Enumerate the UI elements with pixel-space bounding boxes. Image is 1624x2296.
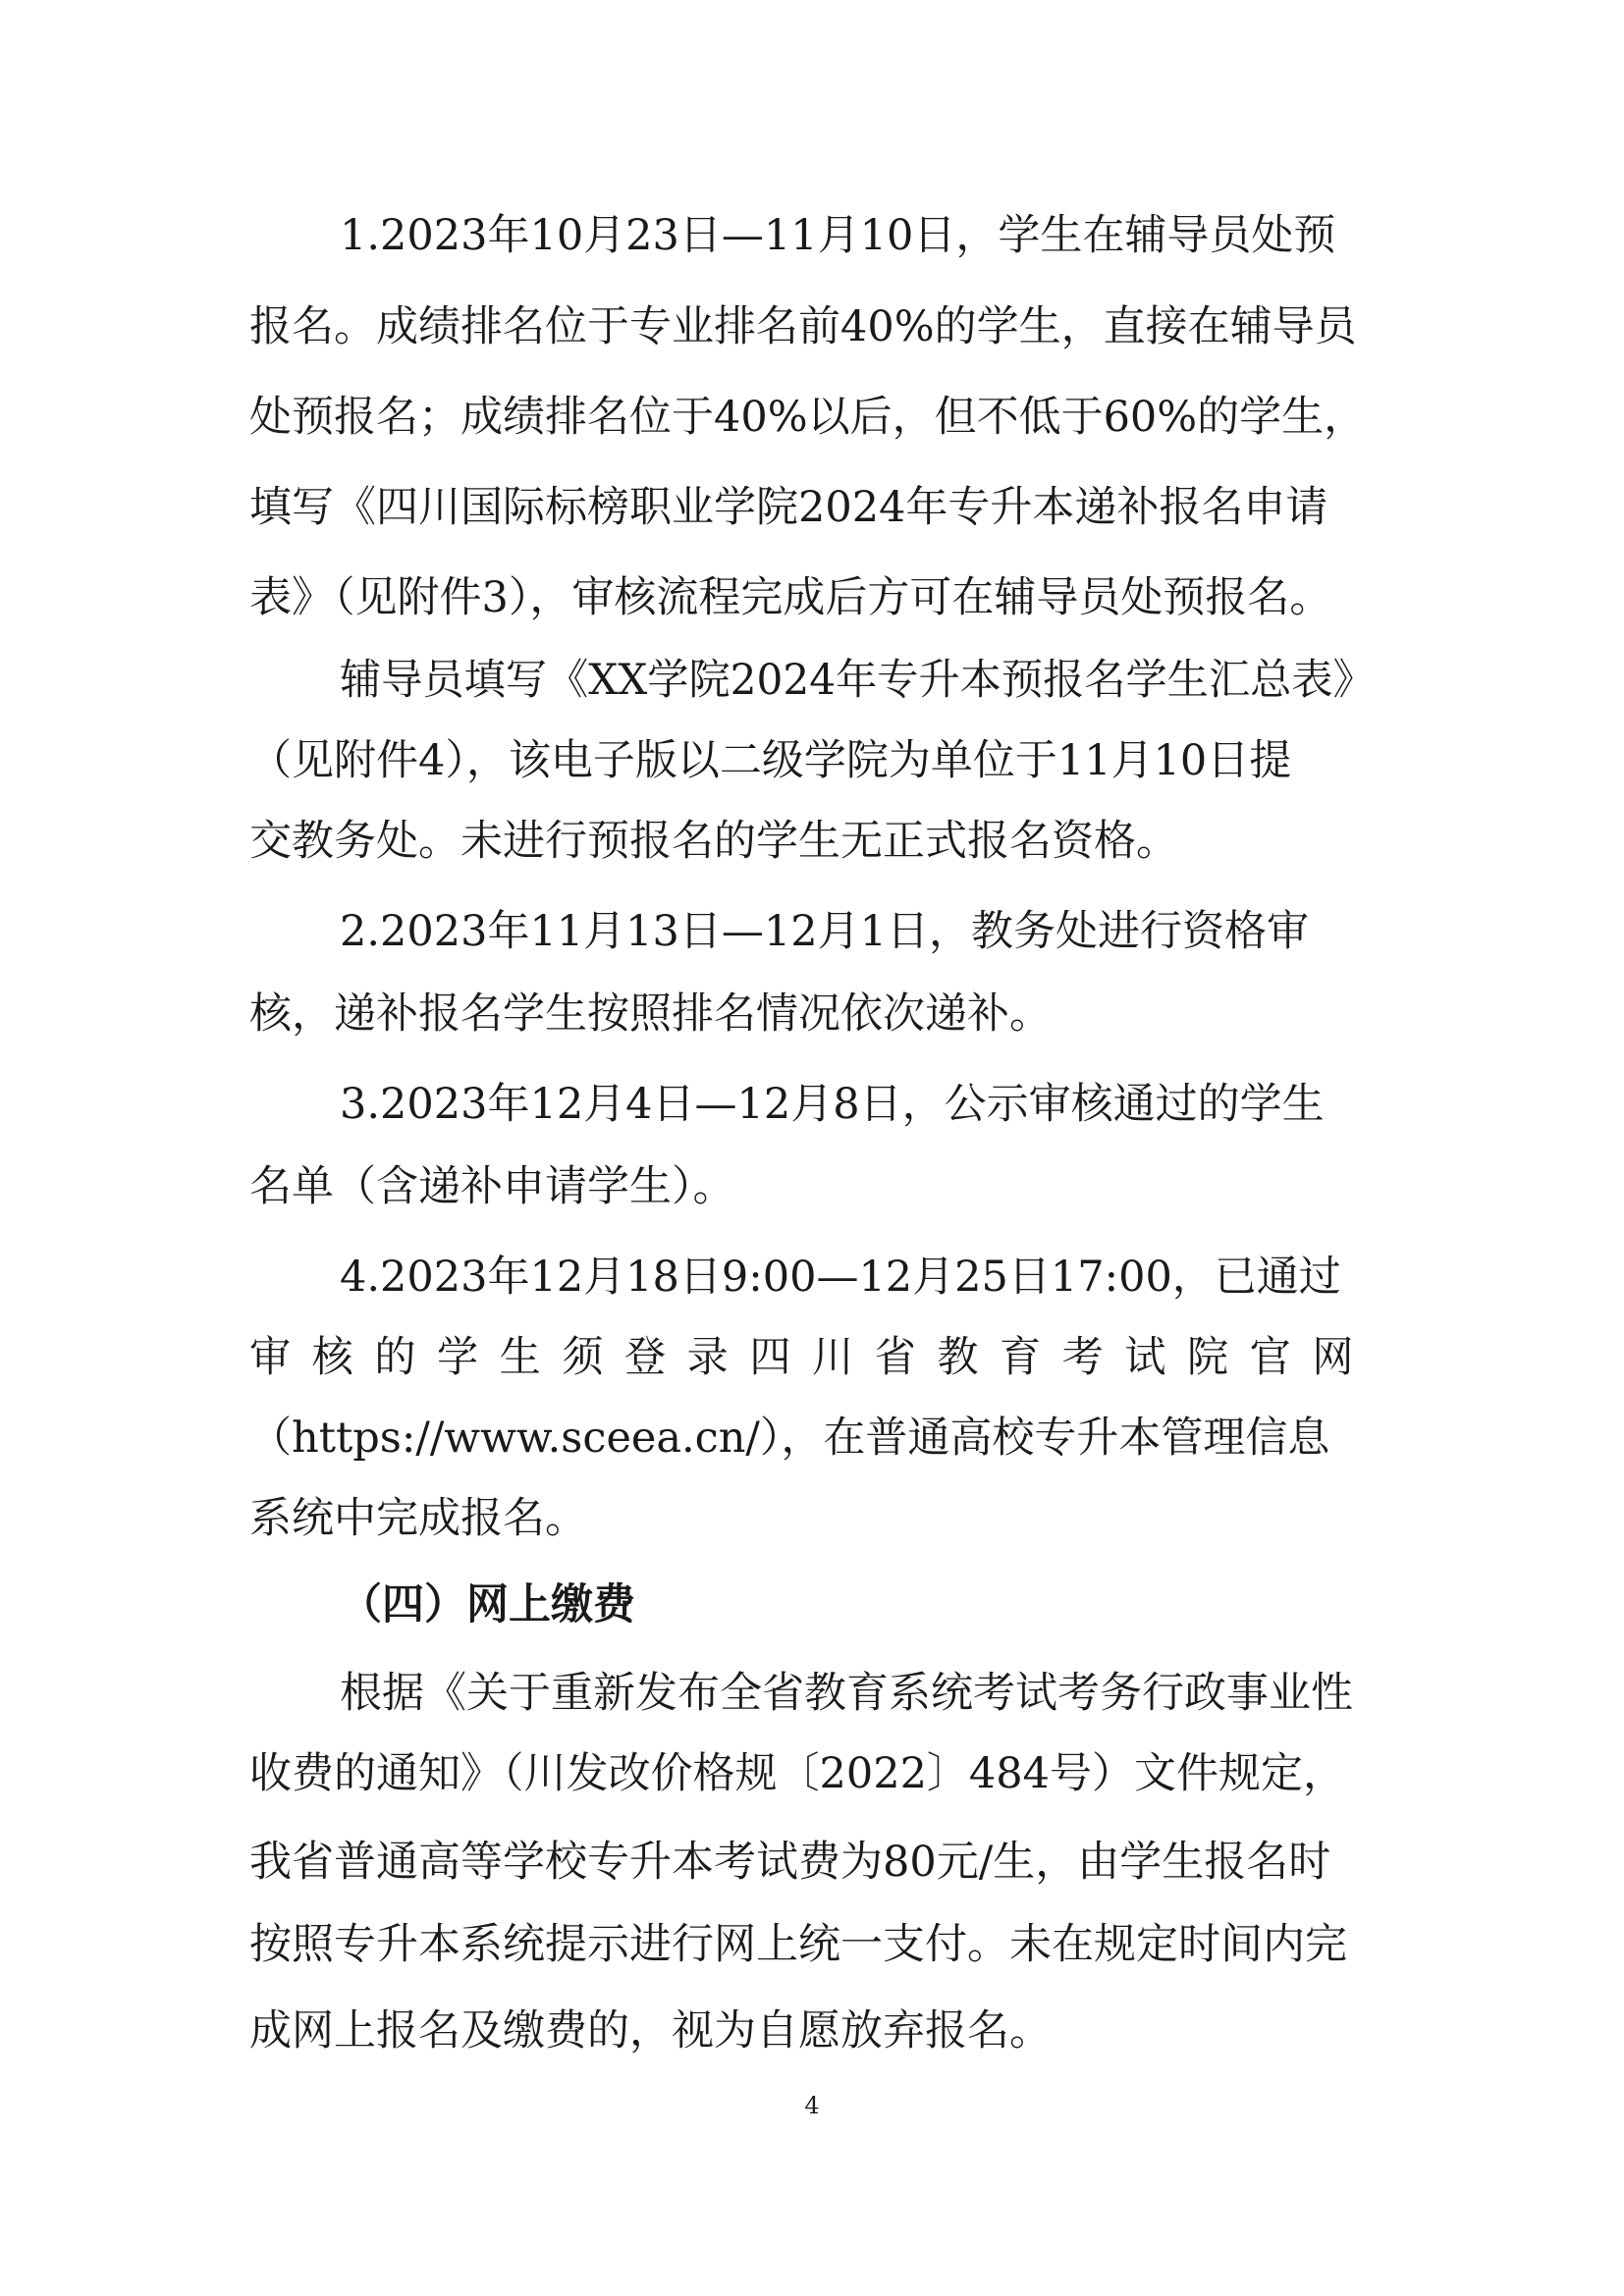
text-line [0,1404,1624,1472]
line-text: 按照专升本系统提示进行网上统一支付。未在规定时间内完 [249,1920,1347,1969]
section-heading [0,1571,1624,1639]
line-text: 根据《关于重新发布全省教育系统考试考务行政事业性 [340,1669,1353,1718]
text-line [0,1997,1624,2065]
text-line [0,807,1624,876]
line-text: 交教务处。未进行预报名的学生无正式报名资格。 [249,817,1178,866]
line-text: 成网上报名及缴费的，视为自愿放弃报名。 [249,2006,1052,2056]
line-text: 表》（见附件3），审核流程完成后方可在辅导员处预报名。 [249,573,1332,622]
text-line [0,1152,1624,1221]
text-line [0,1828,1624,1896]
text-line [0,473,1624,542]
line-text: 2.2023年11月13日—12月1日，教务处进行资格审 [340,907,1309,956]
text-line [0,646,1624,715]
text-line [0,293,1624,361]
line-text: 系统中完成报名。 [249,1494,587,1543]
text-line [0,726,1624,795]
text-line [0,1323,1624,1392]
line-text: 审核的学生须登录四川省教育考试院官网 [249,1333,1376,1382]
section-heading-text: （四）网上缴费 [340,1580,635,1629]
text-line [0,1484,1624,1553]
text-line [0,1070,1624,1139]
line-text: 处预报名；成绩排名位于40%以后，但不低于60%的学生， [249,393,1367,442]
text-line [0,1910,1624,1979]
line-text: 名单（含递补申请学生）。 [249,1162,735,1211]
text-line [0,897,1624,966]
line-text: （见附件4），该电子版以二级学院为单位于11月10日提 [249,736,1292,785]
line-text: 收费的通知》（川发改价格规〔2022〕484号）文件规定， [249,1749,1346,1798]
line-text: 辅导员填写《XX学院2024年专升本预报名学生汇总表》 [340,656,1375,705]
line-text: 我省普通高等学校专升本考试费为80元/生，由学生报名时 [249,1838,1331,1887]
text-line [0,1243,1624,1311]
line-text: 4.2023年12月18日9:00—12月25日17:00，已通过 [340,1253,1341,1302]
line-text: （https://www.sceea.cn/），在普通高校专升本管理信息 [249,1414,1330,1463]
text-line [0,980,1624,1048]
line-text: 报名。成绩排名位于专业排名前40%的学生，直接在辅导员 [249,302,1357,351]
line-text: 填写《四川国际标榜职业学院2024年专升本递补报名申请 [249,483,1328,532]
line-text: 3.2023年12月4日—12月8日，公示审核通过的学生 [340,1080,1325,1129]
text-line [0,383,1624,452]
line-text: 核，递补报名学生按照排名情况依次递补。 [249,989,1052,1039]
text-line [0,1739,1624,1808]
text-line [0,1659,1624,1728]
text-line [0,563,1624,632]
text-line [0,201,1624,270]
page-number: 4 [804,2092,820,2119]
line-text: 1.2023年10月23日—11月10日，学生在辅导员处预 [340,211,1336,260]
